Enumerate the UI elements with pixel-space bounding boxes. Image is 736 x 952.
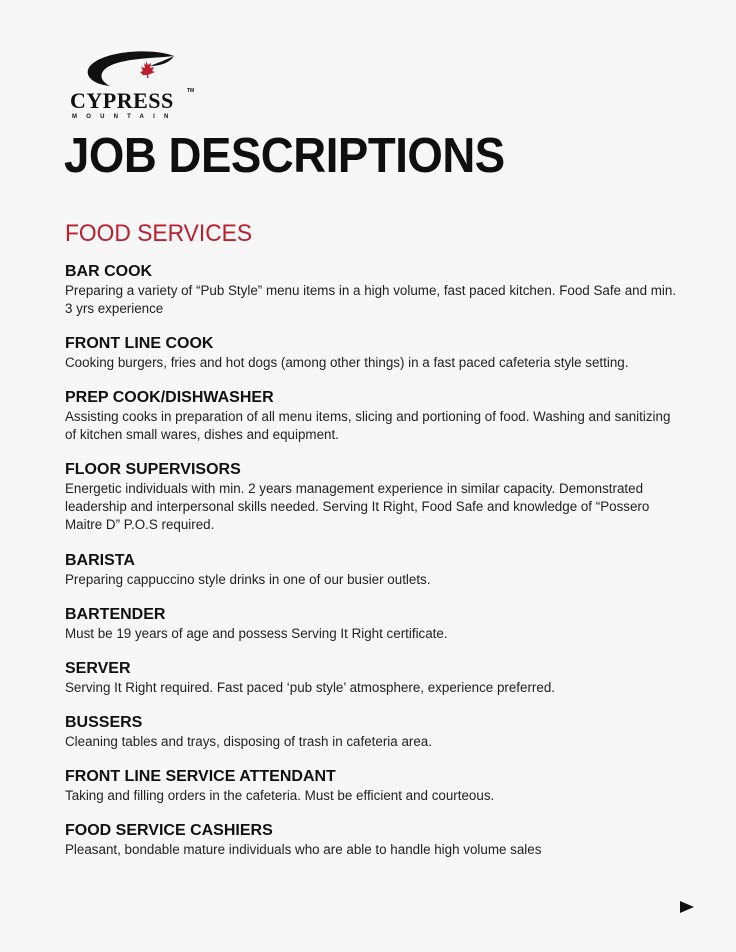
- job-title: FOOD SERVICE CASHIERS: [65, 822, 273, 839]
- job-description: Preparing cappuccino style drinks in one of our busier outlets.: [65, 572, 431, 587]
- job-entry-prep-cook-dishwasher: [65, 388, 680, 460]
- job-description: Preparing a variety of “Pub Style” menu items in a high volume, fast paced kitchen. Food Safe and min. 3 yrs experience: [65, 283, 677, 316]
- section-title: FOOD SERVICES: [65, 220, 253, 247]
- job-title: FRONT LINE SERVICE ATTENDANT: [65, 768, 336, 785]
- job-title: PREP COOK/DISHWASHER: [65, 389, 274, 406]
- logo-wordmark: CYPRESS: [70, 88, 174, 113]
- page-title: JOB DESCRIPTIONS: [64, 129, 505, 183]
- play-arrow-icon[interactable]: [680, 901, 694, 913]
- job-title: FLOOR SUPERVISORS: [65, 461, 241, 478]
- job-entry-barista: [65, 551, 680, 605]
- job-description: Must be 19 years of age and possess Serving It Right certificate.: [65, 626, 448, 641]
- cypress-swoosh-icon: [70, 50, 196, 92]
- job-description: Taking and filling orders in the cafeteria. Must be efficient and courteous.: [65, 788, 495, 803]
- job-title: BAR COOK: [65, 263, 153, 280]
- job-description: Cleaning tables and trays, disposing of trash in cafeteria area.: [65, 734, 432, 749]
- logo-subtitle: MOUNTAIN: [72, 114, 178, 120]
- job-entry-food-service-cashiers: [65, 821, 680, 861]
- cypress-mountain-logo: [70, 50, 196, 124]
- job-description: Cooking burgers, fries and hot dogs (among other things) in a fast paced cafeteria style setting.: [65, 355, 629, 370]
- job-entry-server: [65, 659, 680, 713]
- job-entry-front-line-service-attendant: [65, 767, 680, 821]
- job-title: FRONT LINE COOK: [65, 335, 214, 352]
- job-entry-bartender: [65, 605, 680, 659]
- job-description: Assisting cooks in preparation of all menu items, slicing and portioning of food. Washing and sanitizing of kitchen small wares, dishes and equipment.: [65, 409, 671, 442]
- job-description: Serving It Right required. Fast paced ‘pub style’ atmosphere, experience preferred.: [65, 680, 556, 695]
- job-entry-bar-cook: [65, 262, 680, 334]
- job-title: BUSSERS: [65, 714, 143, 731]
- job-title: SERVER: [65, 660, 131, 677]
- job-list: [65, 262, 680, 861]
- job-entry-front-line-cook: [65, 334, 680, 388]
- job-description: Pleasant, bondable mature individuals who are able to handle high volume sales: [65, 842, 542, 857]
- job-description: Energetic individuals with min. 2 years management experience in similar capacity. Demonstrated leadership and interpersonal skills needed. Serving It Right, Food Safe and knowledge of “Possero Maitre D” P.O.S required.: [65, 481, 650, 532]
- job-title: BARTENDER: [65, 606, 166, 623]
- job-entry-bussers: [65, 713, 680, 767]
- job-title: BARISTA: [65, 552, 135, 569]
- logo-trademark: TM: [187, 88, 195, 94]
- job-entry-floor-supervisors: [65, 460, 680, 551]
